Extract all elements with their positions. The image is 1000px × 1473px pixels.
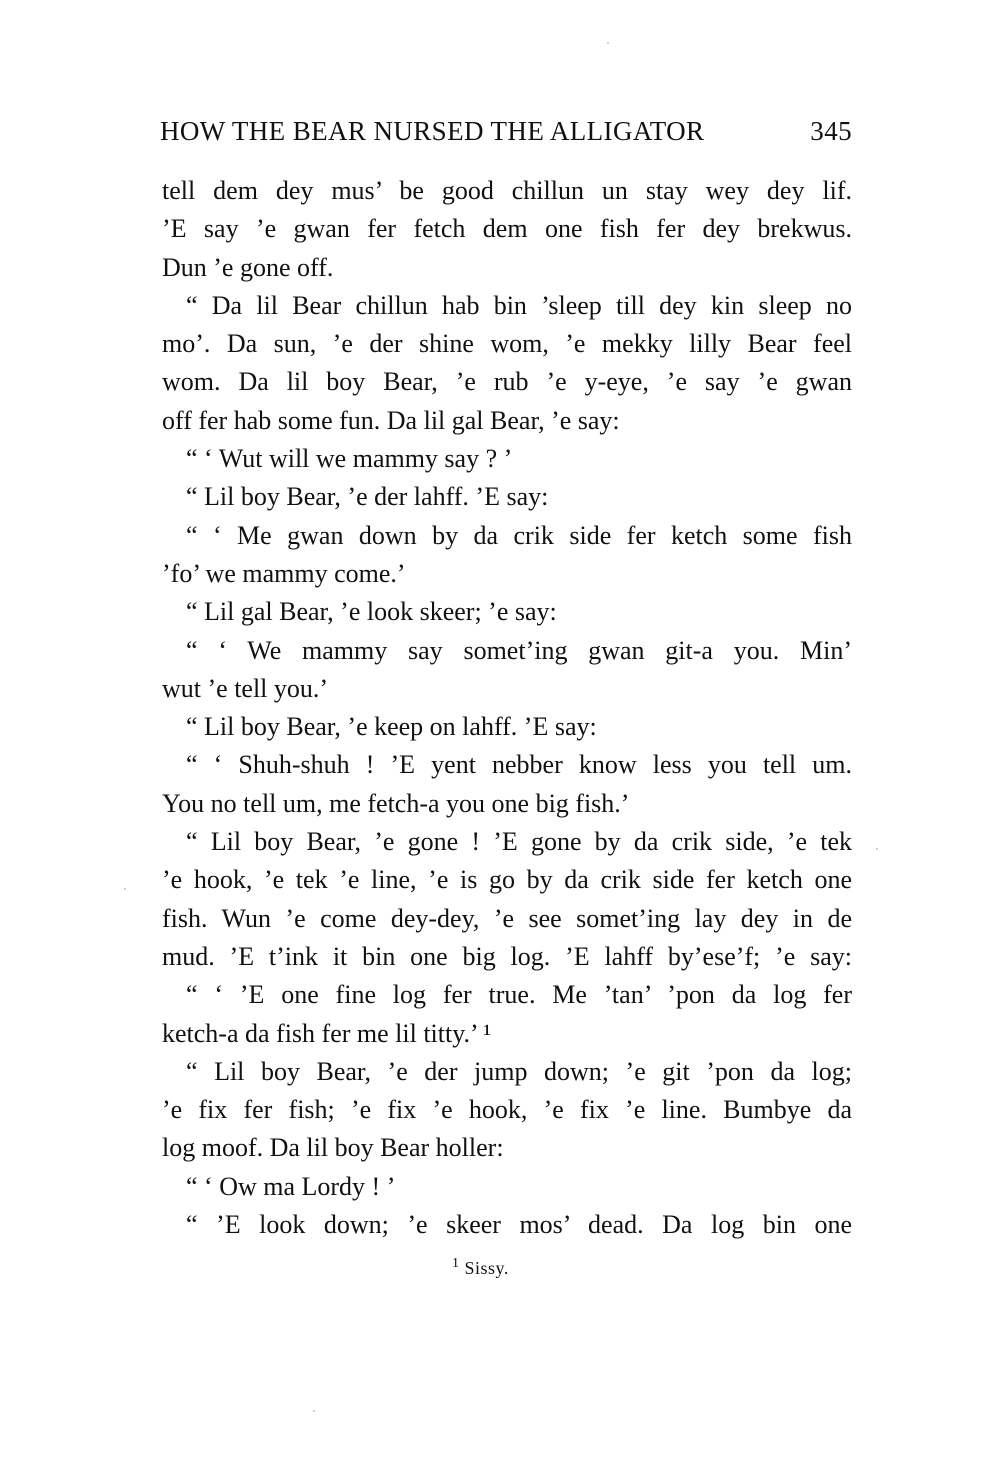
text-line: “ Lil boy Bear, ’e keep on lahff. ’E say:: [186, 712, 597, 742]
text-line: mo’. Da sun, ’e der shine wom, ’e mekky lilly Bear feel: [162, 329, 852, 359]
text-line: “ Da lil Bear chillun hab bin ’sleep till dey kin sleep no: [186, 290, 852, 320]
text-line: “ Lil boy Bear, ’e gone ! ’E gone by da crik side, ’e tek: [186, 827, 852, 857]
text-line: log moof. Da lil boy Bear holler:: [162, 1133, 504, 1163]
paper-speck: [124, 888, 126, 890]
text-line: off fer hab some fun. Da lil gal Bear, ’e say:: [162, 405, 620, 435]
paper-speck: [607, 42, 609, 44]
text-line: Dun ’e gone off.: [162, 252, 334, 282]
footnote-text: Sissy.: [464, 1258, 509, 1278]
text-line: ’e fix fer fish; ’e fix ’e hook, ’e fix ’e line. Bumbye da: [162, 1095, 852, 1125]
text-line: “ Lil gal Bear, ’e look skeer; ’e say:: [186, 597, 557, 627]
running-title: HOW THE BEAR NURSED THE ALLIGATOR: [160, 116, 705, 146]
text-line: “ ‘ Wut will we mammy say ? ’: [186, 444, 513, 474]
text-line: wom. Da lil boy Bear, ’e rub ’e y-eye, ’e say ’e gwan: [162, 367, 852, 397]
text-line: “ ‘ Shuh-shuh ! ’E yent nebber know less you tell um.: [186, 750, 852, 780]
text-line: tell dem dey mus’ be good chillun un stay wey dey lif.: [162, 176, 852, 205]
text-line: fish. Wun ’e come dey-dey, ’e see somet’ing lay dey in de: [162, 903, 852, 933]
footnote: [452, 1258, 509, 1279]
text-line: ’fo’ we mammy come.’: [162, 558, 406, 588]
text-line: “ Lil boy Bear, ’e der lahff. ’E say:: [186, 482, 549, 512]
paper-speck: [313, 1410, 315, 1412]
text-line: “ Lil boy Bear, ’e der jump down; ’e git ’pon da log;: [186, 1056, 852, 1086]
text-line: ketch-a da fish fer me lil titty.’ ¹: [162, 1018, 492, 1048]
body-text: [162, 172, 852, 1244]
text-line: ’E say ’e gwan fer fetch dem one fish fer dey brekwus.: [162, 214, 852, 244]
text-line: mud. ’E t’ink it bin one big log. ’E lahff by’ese’f; ’e say:: [162, 941, 852, 971]
text-line: “ ’E look down; ’e skeer mos’ dead. Da log bin one: [186, 1210, 852, 1240]
text-line: “ ‘ We mammy say somet’ing gwan git-a you. Min’: [186, 635, 852, 665]
page-number: 345: [810, 116, 852, 146]
text-line: wut ’e tell you.’: [162, 673, 329, 703]
running-header: [160, 116, 852, 156]
paper-speck: [876, 848, 878, 850]
text-line: ’e hook, ’e tek ’e line, ’e is go by da crik side fer ketch one: [162, 865, 852, 895]
footnote-marker: 1: [452, 1256, 460, 1271]
text-line: “ ‘ Ow ma Lordy ! ’: [186, 1171, 396, 1201]
text-line: You no tell um, me fetch-a you one big fish.’: [162, 788, 630, 818]
text-line: “ ‘ Me gwan down by da crik side fer ketch some fish: [186, 520, 852, 550]
text-line: “ ‘ ’E one fine log fer true. Me ’tan’ ’pon da log fer: [186, 980, 852, 1010]
